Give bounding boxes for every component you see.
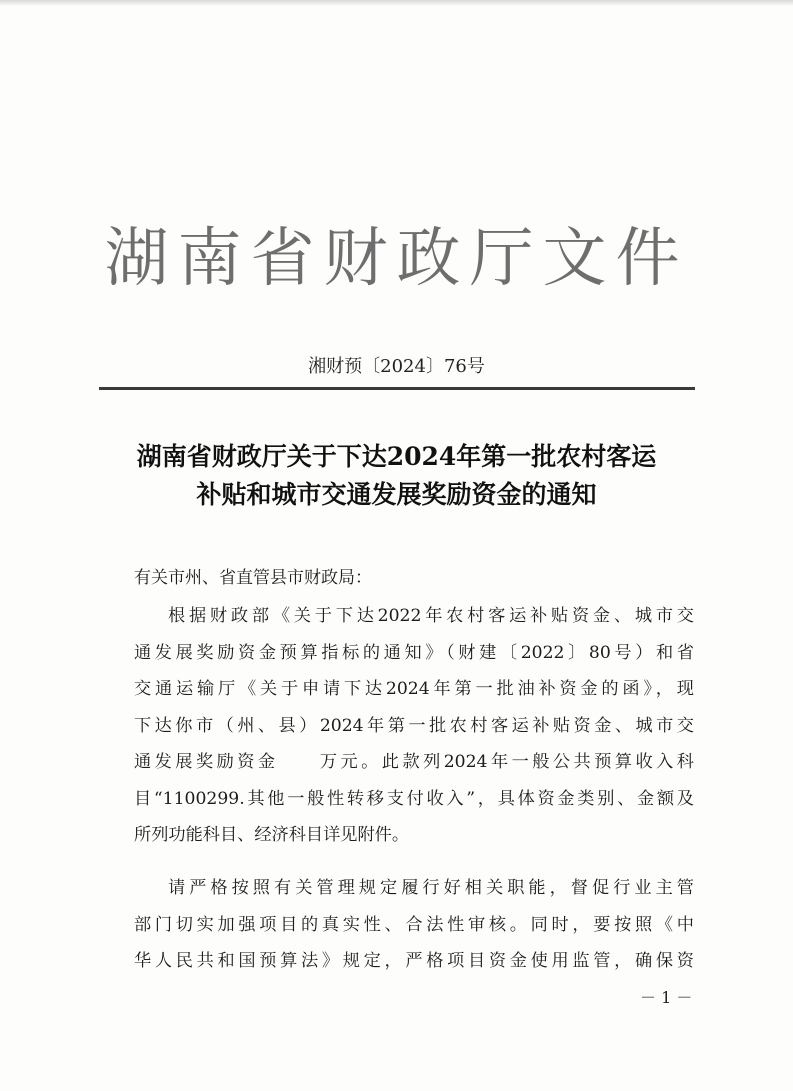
notice-title [110, 438, 683, 514]
scan-edge [0, 0, 793, 6]
paragraph-1-line: 根据财政部《关于下达2022年农村客运补贴资金、城市交 [168, 606, 694, 626]
page-number: － 1 － [640, 988, 693, 1007]
header-divider [99, 387, 695, 390]
body-paragraph-2 [134, 870, 694, 980]
paragraph-2-line: 请严格按照有关管理规定履行好相关职能，督促行业主管 [168, 878, 694, 898]
body-paragraph-1 [134, 598, 694, 854]
addressee: 有关市州、省直管县市财政局： [134, 568, 372, 588]
paragraph-2-line: 华人民共和国预算法》规定，严格项目资金使用监管，确保资 [134, 951, 694, 971]
paragraph-1-line: 交通运输厅《关于申请下达2024年第一批油补资金的函》，现 [134, 679, 694, 699]
document-number: 湘财预〔2024〕76号 [308, 356, 485, 377]
notice-title-line-2: 补贴和城市交通发展奖励资金的通知 [196, 480, 597, 509]
paragraph-2-line: 部门切实加强项目的真实性、合法性审核。同时，要按照《中 [134, 914, 694, 935]
letterhead-title: 湖南省财政厅文件 [104, 222, 689, 296]
paragraph-1-line: 通发展奖励资金 万元。此款列2024年一般公共预算收入科 [134, 752, 694, 772]
paragraph-1-line: 所列功能科目、经济科目详见附件。 [134, 825, 410, 845]
notice-title-line-1: 湖南省财政厅关于下达2024年第一批农村客运 [136, 442, 657, 471]
paragraph-1-line: 目“1100299.其他一般性转移支付收入”，具体资金类别、金额及 [134, 788, 694, 809]
paragraph-1-line: 通发展奖励资金预算指标的通知》（财建〔2022〕80号）和省 [134, 642, 694, 663]
paragraph-1-line: 下达你市（州、县）2024年第一批农村客运补贴资金、城市交 [134, 715, 694, 736]
